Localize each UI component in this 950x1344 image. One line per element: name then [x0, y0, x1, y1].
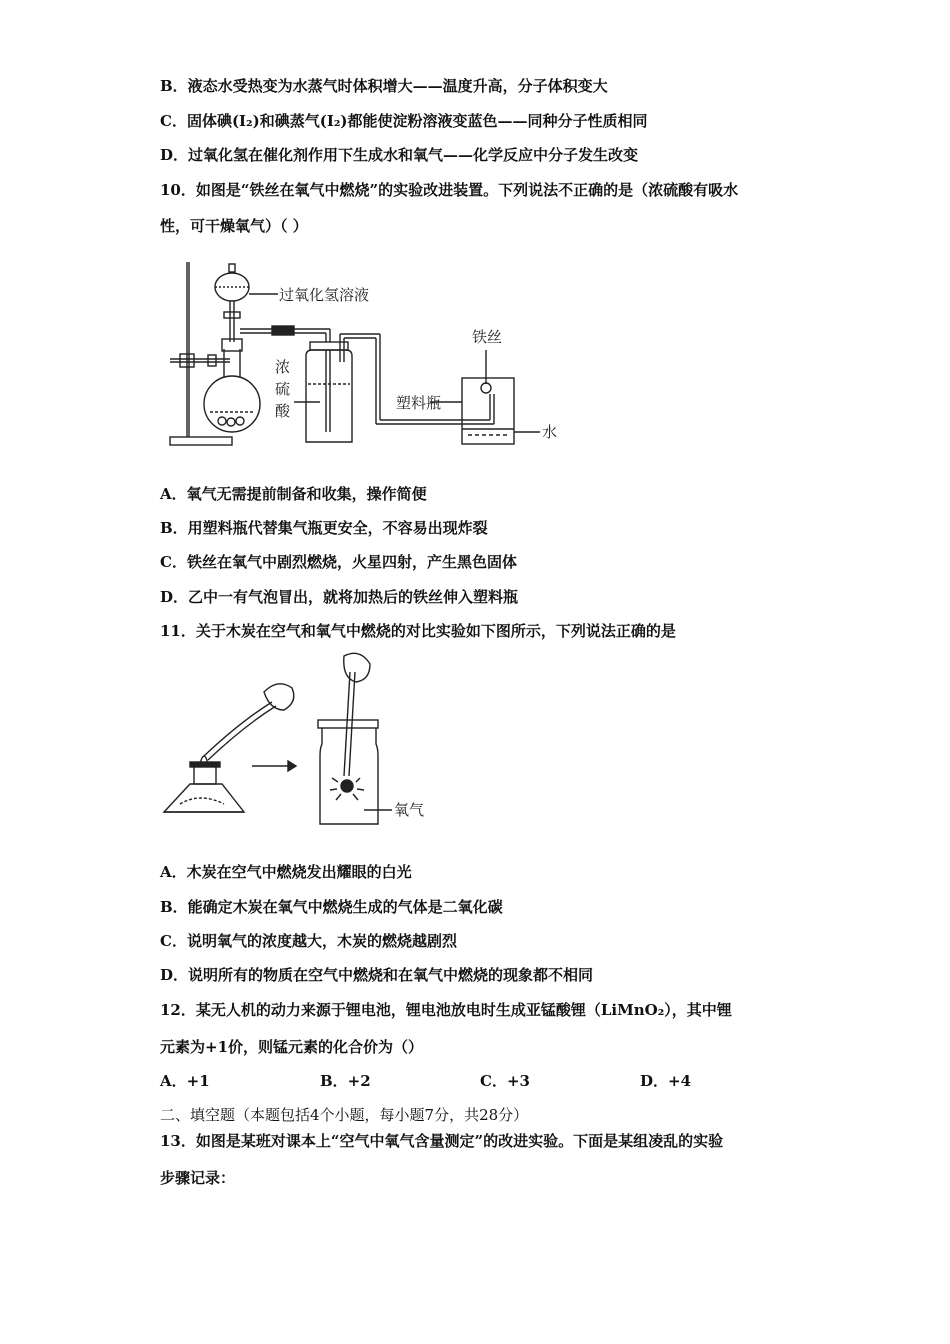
q13-stem-line1: 13．如图是某班对课本上“空气中氧气含量测定”的改进实验。下面是某组凌乱的实验 — [160, 1132, 724, 1150]
q12-option-c: C．+3 — [480, 1072, 530, 1090]
q13-stem-line2: 步骤记录： — [160, 1169, 236, 1187]
q10-option-c: C．铁丝在氧气中剧烈燃烧，火星四射，产生黑色固体 — [160, 553, 517, 571]
label-water: 水 — [542, 423, 558, 441]
q11-option-c: C．说明氧气的浓度越大，木炭的燃烧越剧烈 — [160, 932, 457, 950]
label-acid-3: 酸 — [275, 402, 291, 420]
wash-bottle-stopper — [310, 342, 348, 350]
burning-charcoal — [341, 780, 353, 792]
label-plastic-bottle: 塑料瓶 — [396, 394, 442, 412]
hand-right — [344, 653, 370, 682]
crucible-tongs-right — [344, 672, 350, 776]
q10-option-d: D．乙中一有气泡冒出，就将加热后的铁丝伸入塑料瓶 — [160, 588, 519, 606]
label-acid-2: 硫 — [275, 380, 291, 398]
q11-option-b: B．能确定木炭在氧气中燃烧生成的气体是二氧化碳 — [160, 898, 503, 916]
section-title: 二、填空题（本题包括4个小题，每小题7分，共28分） — [160, 1106, 529, 1124]
q9-option-c: C．固体碘(I₂)和碘蒸气(I₂)都能使淀粉溶液变蓝色——同种分子性质相同 — [160, 112, 648, 130]
stand-base — [170, 437, 232, 445]
round-bottom-flask — [204, 376, 260, 432]
q10-option-b: B．用塑料瓶代替集气瓶更安全，不容易出现炸裂 — [160, 519, 488, 537]
q12-stem-line2: 元素为+1价，则锰元素的化合价为（） — [160, 1038, 424, 1056]
wash-bottle — [306, 350, 352, 442]
label-oxygen: 氧气 — [394, 801, 425, 819]
q12-option-a: A．+1 — [160, 1072, 210, 1090]
q10-stem-line2: 性，可干燥氧气）（ ） — [160, 217, 308, 235]
q9-option-b: B．液态水受热变为水蒸气时体积增大——温度升高，分子体积变大 — [160, 77, 608, 95]
label-iron-wire: 铁丝 — [472, 328, 503, 346]
label-acid-1: 浓 — [275, 358, 291, 376]
jar-lid — [318, 720, 378, 728]
q12-option-d: D．+4 — [640, 1072, 692, 1090]
crucible-tongs-left — [204, 702, 272, 756]
q11-option-a: A．木炭在空气中燃烧发出耀眼的白光 — [160, 863, 412, 881]
hand-left — [264, 684, 294, 710]
q10-apparatus-figure — [160, 254, 560, 454]
q11-charcoal-figure — [160, 652, 440, 832]
q12-stem-line1: 12．某无人机的动力来源于锂电池，锂电池放电时生成亚锰酸锂（LiMnO₂），其中锂 — [160, 1001, 732, 1019]
q12-options — [160, 1071, 800, 1091]
q10-stem-line1: 10．如图是“铁丝在氧气中燃烧”的实验改进装置。下列说法不正确的是（浓硫酸有吸水 — [160, 181, 739, 199]
q10-option-a: A．氧气无需提前制备和收集，操作简便 — [160, 485, 427, 503]
q9-option-d: D．过氧化氢在催化剂作用下生成水和氧气——化学反应中分子发生改变 — [160, 146, 639, 164]
q12-option-b: B．+2 — [320, 1072, 371, 1090]
plastic-bottle — [462, 378, 514, 444]
q11-option-d: D．说明所有的物质在空气中燃烧和在氧气中燃烧的现象都不相同 — [160, 966, 594, 984]
label-h2o2-solution: 过氧化氢溶液 — [279, 286, 370, 304]
q11-stem: 11．关于木炭在空气和氧气中燃烧的对比实验如下图所示，下列说法正确的是 — [160, 622, 676, 640]
